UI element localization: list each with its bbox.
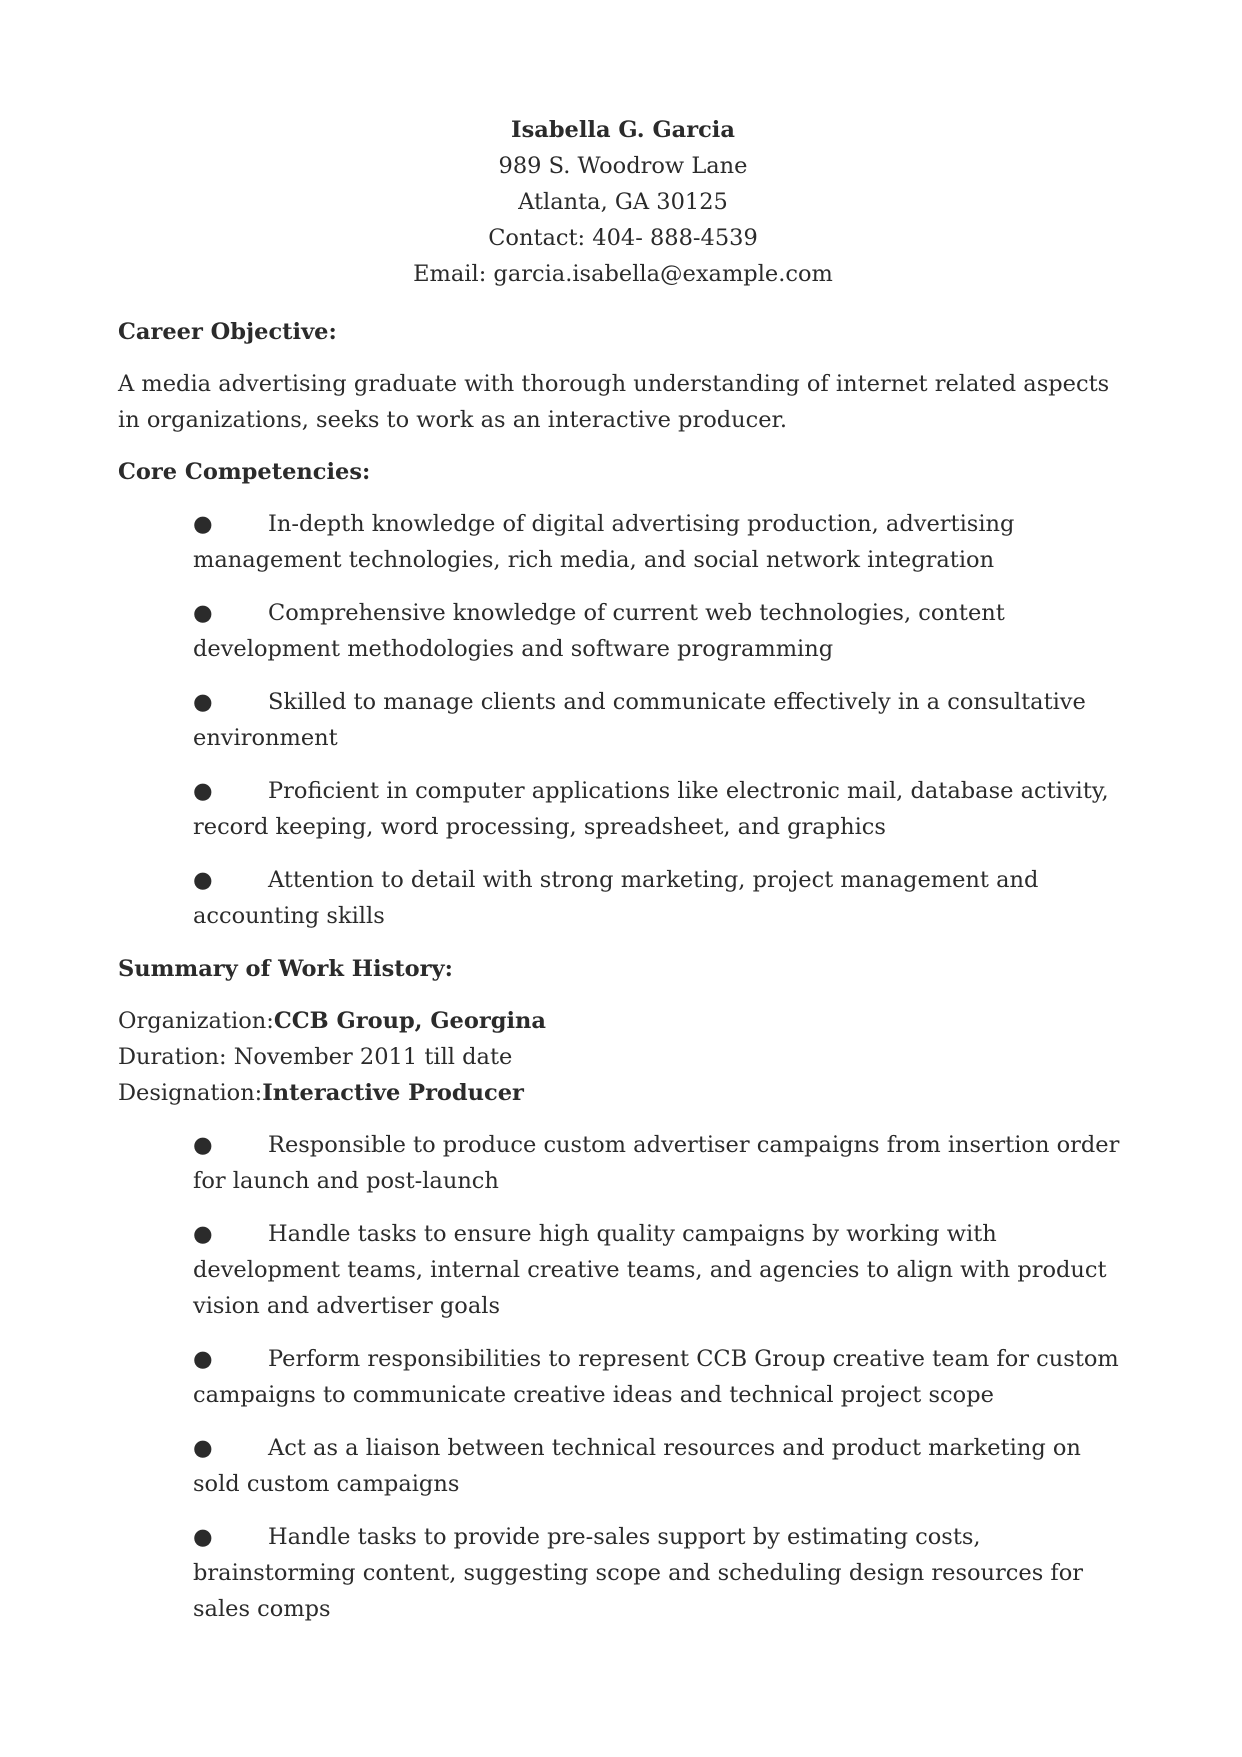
address-line-2: Atlanta, GA 30125 xyxy=(518,189,728,215)
career-objective-text: A media advertising graduate with thorough understanding of internet related aspects in organizations, seeks to work as an interactive producer. xyxy=(118,371,1110,433)
organization-row xyxy=(118,1003,1128,1039)
bullet-icon: ● xyxy=(193,1221,213,1247)
bullet-icon: ● xyxy=(193,511,213,537)
core-competencies-list xyxy=(118,506,1128,934)
list-item xyxy=(193,684,1128,756)
list-item-text: Proficient in computer applications like electronic mail, database activity, record keeping, word processing, spreadsheet, and graphics xyxy=(193,778,1109,840)
contact-phone: Contact: 404- 888-4539 xyxy=(488,225,758,251)
address-line-1: 989 S. Woodrow Lane xyxy=(498,153,748,179)
list-item-text: Handle tasks to provide pre-sales support by estimating costs, brainstorming content, suggesting scope and scheduling design resources for sales comps xyxy=(193,1524,1084,1622)
bullet-icon: ● xyxy=(193,1132,213,1158)
core-competencies-heading: Core Competencies: xyxy=(118,459,371,485)
bullet-icon: ● xyxy=(193,1524,213,1550)
list-item-text: Perform responsibilities to represent CCB Group creative team for custom campaigns to communicate creative ideas and technical project scope xyxy=(193,1346,1119,1408)
designation-row xyxy=(118,1075,1128,1111)
organization-label: Organization: xyxy=(118,1008,274,1034)
contact-email: Email: garcia.isabella@example.com xyxy=(413,261,833,287)
list-item-text: Act as a liaison between technical resources and product marketing on sold custom campaigns xyxy=(193,1435,1081,1497)
list-item xyxy=(193,1216,1128,1324)
list-item xyxy=(193,1430,1128,1502)
list-item xyxy=(193,595,1128,667)
list-item-text: Skilled to manage clients and communicate effectively in a consultative environment xyxy=(193,689,1086,751)
list-item xyxy=(193,1519,1128,1627)
list-item xyxy=(193,1341,1128,1413)
designation-value: Interactive Producer xyxy=(262,1080,524,1106)
list-item-text: In-depth knowledge of digital advertising production, advertising management technologies, rich media, and social network integration xyxy=(193,511,1015,573)
bullet-icon: ● xyxy=(193,600,213,626)
bullet-icon: ● xyxy=(193,1346,213,1372)
list-item xyxy=(193,773,1128,845)
bullet-icon: ● xyxy=(193,778,213,804)
work-responsibilities-list xyxy=(118,1127,1128,1627)
bullet-icon: ● xyxy=(193,1435,213,1461)
applicant-name: Isabella G. Garcia xyxy=(511,117,735,143)
list-item-text: Comprehensive knowledge of current web technologies, content development methodologies and software programming xyxy=(193,600,1005,662)
resume-page xyxy=(118,112,1128,1644)
work-history-heading: Summary of Work History: xyxy=(118,956,453,982)
career-objective-heading: Career Objective: xyxy=(118,319,337,345)
list-item xyxy=(193,862,1128,934)
list-item-text: Handle tasks to ensure high quality campaigns by working with development teams, internal creative teams, and agencies to align with product vision and advertiser goals xyxy=(193,1221,1107,1319)
organization-value: CCB Group, Georgina xyxy=(273,1008,546,1034)
bullet-icon: ● xyxy=(193,867,213,893)
resume-header xyxy=(118,112,1128,292)
duration-row: Duration: November 2011 till date xyxy=(118,1044,513,1070)
work-history-details xyxy=(118,1003,1128,1111)
designation-label: Designation: xyxy=(118,1080,263,1106)
list-item xyxy=(193,506,1128,578)
list-item xyxy=(193,1127,1128,1199)
list-item-text: Attention to detail with strong marketing, project management and accounting skills xyxy=(193,867,1039,929)
list-item-text: Responsible to produce custom advertiser campaigns from insertion order for launch and post-launch xyxy=(193,1132,1120,1194)
bullet-icon: ● xyxy=(193,689,213,715)
